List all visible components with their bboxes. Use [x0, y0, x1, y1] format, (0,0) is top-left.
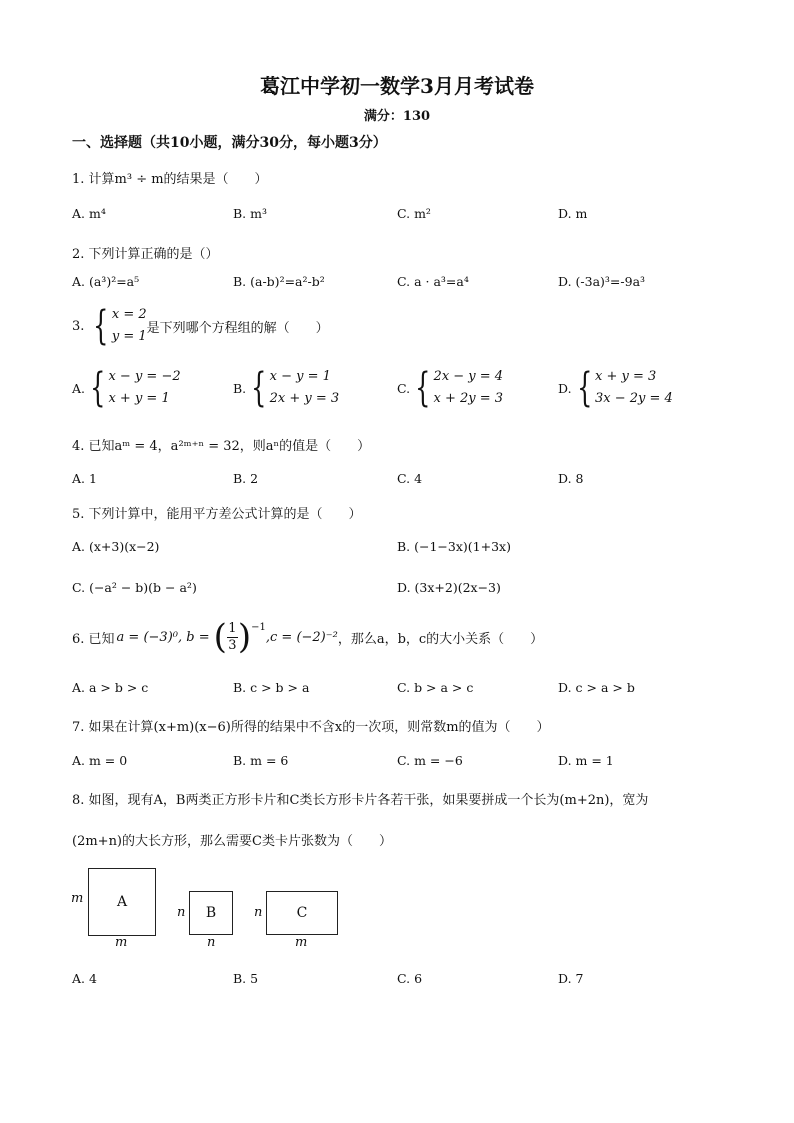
q6-option-c: C. b > a > c	[397, 680, 474, 695]
q7-option-d: D. m = 1	[558, 753, 614, 768]
q8-option-d: D. 7	[558, 971, 584, 986]
q6-option-a: A. a > b > c	[72, 680, 149, 695]
dim-label-n: n	[254, 905, 263, 920]
q1-option-a: A. m⁴	[72, 206, 106, 221]
equation-line: x + y = 3	[595, 369, 657, 384]
q5-option-c: C. (−a² − b)(b − a²)	[72, 580, 197, 595]
q4-option-a: A. 1	[72, 471, 97, 486]
fraction-denominator: 3	[228, 637, 237, 653]
q2-option-c: C. a · a³=a⁴	[397, 274, 469, 289]
q6-option-b: B. c > b > a	[233, 680, 310, 695]
q3-option-b: B. { x − y = 1 2x + y = 3	[233, 365, 340, 411]
page-title: 葛江中学初一数学3月月考试卷	[260, 74, 534, 98]
equation-line: x − y = 1	[269, 369, 331, 384]
q6-a-expression: a = (−3)⁰, b =	[116, 629, 210, 645]
equation-line: 2x + y = 3	[269, 391, 340, 406]
dim-label-m: m	[71, 891, 84, 906]
fraction-exponent: −1	[251, 622, 266, 633]
q2-option-a: A. (a³)²=a⁵	[72, 274, 140, 289]
q3-number: 3.	[72, 318, 85, 334]
q3-option-a: A. { x − y = −2 x + y = 1	[72, 365, 181, 411]
q8-option-b: B. 5	[233, 971, 259, 986]
option-letter: B.	[233, 380, 247, 396]
q3-system: { x = 2 y = 1	[93, 303, 147, 349]
q4-option-d: D. 8	[558, 471, 584, 486]
card-a: A	[88, 868, 156, 936]
question-8-line-2: (2m+n)的大长方形，那么需要C类卡片张数为（ ）	[72, 834, 392, 849]
equation-line: x + 2y = 3	[433, 391, 504, 406]
q7-option-b: B. m = 6	[233, 753, 289, 768]
card-b: B	[189, 891, 233, 935]
q5-option-a: A. (x+3)(x−2)	[72, 539, 160, 554]
question-6	[72, 617, 544, 657]
dim-label-m: m	[295, 935, 308, 950]
option-letter: A.	[72, 380, 86, 396]
equation-line: 3x − 2y = 4	[595, 391, 673, 406]
q1-option-b: B. m³	[233, 206, 267, 221]
q2-option-b: B. (a-b)²=a²-b²	[233, 274, 325, 289]
q6-suffix: ，那么a，b，c的大小关系（ ）	[337, 631, 544, 647]
q1-option-c: C. m²	[397, 206, 431, 221]
question-5: 5. 下列计算中，能用平方差公式计算的是（ ）	[72, 507, 362, 522]
q5-option-b: B. (−1−3x)(1+3x)	[397, 539, 511, 554]
equation-line: 2x − y = 4	[433, 369, 504, 384]
card-c: C	[266, 891, 338, 935]
question-1: 1. 计算m³ ÷ m的结果是（ ）	[72, 172, 268, 187]
q8-option-c: C. 6	[397, 971, 423, 986]
q6-fraction-group: ( 1 3 ) −1	[213, 617, 266, 657]
equation-line: x + y = 1	[108, 391, 170, 406]
equation-line: x − y = −2	[108, 369, 181, 384]
q3-text: 是下列哪个方程组的解（ ）	[146, 320, 329, 336]
dim-label-m: m	[115, 935, 128, 950]
q4-option-c: C. 4	[397, 471, 423, 486]
q7-option-a: A. m = 0	[72, 753, 128, 768]
fraction-numerator: 1	[228, 620, 237, 636]
question-2: 2. 下列计算正确的是（）	[72, 247, 219, 262]
question-4: 4. 已知aᵐ = 4，a²ᵐ⁺ⁿ = 32，则aⁿ的值是（ ）	[72, 439, 371, 454]
q4-option-b: B. 2	[233, 471, 259, 486]
q1-option-d: D. m	[558, 206, 588, 221]
full-score: 满分：130	[363, 109, 431, 124]
question-7: 7. 如果在计算(x+m)(x−6)所得的结果中不含x的一次项，则常数m的值为（ ）	[72, 720, 550, 735]
q2-option-d: D. (-3a)³=-9a³	[558, 274, 646, 289]
question-8-line-1: 8. 如图，现有A，B两类正方形卡片和C类长方形卡片各若干张，如果要拼成一个长为(m+2n)，宽为	[72, 793, 649, 808]
q6-c-expression: ,c = (−2)⁻²	[265, 629, 338, 645]
q3-option-c: C. { 2x − y = 4 x + 2y = 3	[397, 365, 504, 411]
q6-prefix: 6. 已知	[72, 631, 115, 647]
dim-label-n: n	[207, 935, 216, 950]
dim-label-n: n	[177, 905, 186, 920]
q3-system-line: y = 1	[111, 329, 147, 344]
q3-system-line: x = 2	[111, 307, 147, 322]
q8-option-a: A. 4	[72, 971, 97, 986]
option-letter: C.	[397, 380, 411, 396]
q3-option-d: D. { x + y = 3 3x − 2y = 4	[558, 365, 673, 411]
option-letter: D.	[558, 380, 572, 396]
question-3	[72, 304, 329, 348]
q6-option-d: D. c > a > b	[558, 680, 635, 695]
q5-option-d: D. (3x+2)(2x−3)	[397, 580, 501, 595]
section-heading: 一、选择题（共10小题，满分30分，每小题3分）	[72, 135, 387, 151]
q7-option-c: C. m = −6	[397, 753, 463, 768]
